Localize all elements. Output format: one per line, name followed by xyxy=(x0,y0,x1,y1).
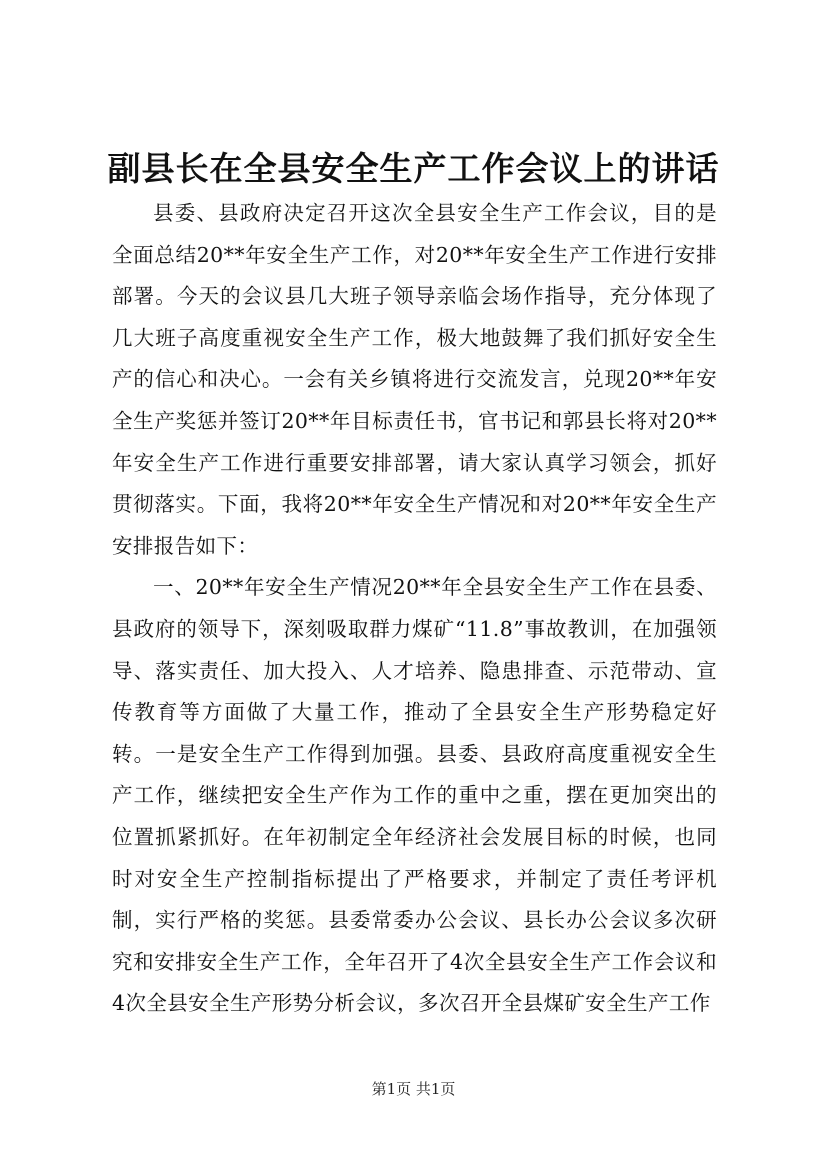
document-body xyxy=(112,193,717,1025)
paragraph-intro: 县委、县政府决定召开这次全县安全生产工作会议，目的是全面总结20**年安全生产工作，对20**年安全生产工作进行安排部署。今天的会议县几大班子领导亲临会场作指导，充分体现了几大班子高度重视安全生产工作，极大地鼓舞了我们抓好安全生产的信心和决心。一会有关乡镇将进行交流发言，兑现20**年安全生产奖惩并签订20**年目标责任书，官书记和郭县长将对20**年安全生产工作进行重要安排部署，请大家认真学习领会，抓好贯彻落实。下面，我将20**年安全生产情况和对20**年安全生产安排报告如下： xyxy=(112,201,717,558)
document-title: 副县长在全县安全生产工作会议上的讲话 xyxy=(107,149,720,188)
paragraph-section-one: 一、20**年安全生产情况20**年全县安全生产工作在县委、县政府的领导下，深刻吸取群力煤矿“11.8”事故教训，在加强领导、落实责任、加大投入、人才培养、隐患排查、示范带动、宣传教育等方面做了大量工作，推动了全县安全生产形势稳定好转。一是安全生产工作得到加强。县委、县政府高度重视安全生产工作，继续把安全生产作为工作的重中之重，摆在更加突出的位置抓紧抓好。在年初制定全年经济社会发展目标的时候，也同时对安全生产控制指标提出了严格要求，并制定了责任考评机制，实行严格的奖惩。县委常委办公会议、县长办公会议多次研究和安排安全生产工作，全年召开了4次全县安全生产工作会议和4次全县安全生产形势分析会议，多次召开全县煤矿安全生产工作 xyxy=(112,575,717,1016)
page-footer: 第1页 共1页 xyxy=(371,1080,456,1098)
